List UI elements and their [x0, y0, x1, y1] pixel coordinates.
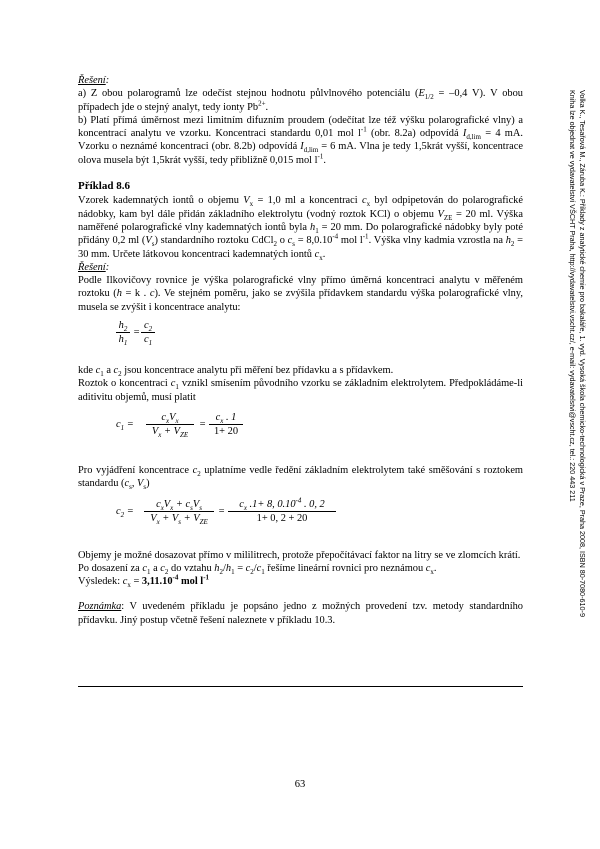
- solution-heading-1: Řešení:: [78, 75, 110, 86]
- c1-text: Roztok o koncentraci $c_1$ vznikl smísením původního vzorku se základním elektrolytem. Předpokládáme-li aditivitu objemů, musí platit: [78, 378, 524, 403]
- where-text: kde $c_1$ a $c_2$ jsou koncentrace analytu při měření bez přídavku a s přídavkem.: [78, 365, 394, 379]
- side-citation-line-2: Kniha lze objednat ve vydavatelství VŠCHT Praha, http://vydavatelstvi.vscht.cz/, e-mail: vydavatelstvi@vscht.cz, tel.: 220 443 211: [568, 90, 577, 502]
- c2-text: Pro vyjádření koncentrace $c_2$ uplatníme vedle ředění základním elektrolytem také směšování s roztokem standardu ($c_s$, $V_s$): [78, 464, 524, 492]
- solution-1a: a) Z obou polarogramů lze odečíst stejnou hodnotu půlvlnového potenciálu ($E_{1/2} = -0,4$ V). V obou případech jde o stejný analyt, tedy ionty $Pb^{2+}$.: [78, 88, 523, 113]
- result: Výsledek: $c_x = 3,11.10^{-4}$ mol $l^{-1}$: [78, 573, 210, 590]
- equation-c2: $c_2$ = $c_xV_x + c_sV_s$ $V_x + V_s + V_{ZE}$ = $\frac{c_x .1+ 8, 0.10^{-4} . 0, 2}{1+ 0, 2 + 20}$: [78, 495, 523, 531]
- side-citation: [567, 90, 587, 750]
- page-body: [78, 74, 523, 627]
- page-number: 63: [294, 779, 306, 790]
- note: Poznámka: V uvedeném příkladu je popsáno jedno z možných provedení tzv. metody standardního přídavku. Jiný postup včetně řešení naleznete v příkladu 10.3.: [78, 601, 523, 626]
- fraction-h: $\frac{h_2}{h_1}$: [116, 320, 130, 346]
- volumes-text: Objemy je možné dosazovat přímo v mililitrech, protože přepočítávací faktor na litry se ve zlomcích krátí.: [78, 549, 521, 561]
- substitution-text: Po dosazení za $c_1$ a $c_2$ do vztahu $h_2/h_1 = c_2/c_1$ řešíme lineární rovnici pro neznámou $c_x$.: [78, 562, 437, 576]
- solution-2-intro: Podle Ilkovičovy rovnice je výška polarografické vlny přímo úměrná koncentraci analytu v měřeném roztoku (h = k . c). Ve stejném poměru, jako se zvýšila přídavkem standardu výška polarografické vlny, musela se zvýšit i koncentrace analytu:: [78, 275, 523, 313]
- fraction-c: $\frac{c_2}{c_1}$: [141, 320, 155, 346]
- solution-1b: b) Platí přímá úměrnost mezi limitním difuzním proudem (odečítat lze též výšku polarografické vlny) a koncentrací analytu ve vzorku. Koncentraci standardu 0,01 mol $l^{-1}$ (obr. 8.2a) odpovídá $I_{d,lim} = 4$ mA. Vzorku o neznámé koncentraci (obr. 8.2b) odpovídá $I_{d,lim} = 6$ mA. Vlna je tedy 1,5krát vyšší, koncentrace olova musela být 1,5krát vyšší, tedy přibližně 0,015 mol $l^{-1}$.: [78, 114, 523, 166]
- equation-c1: $c_1$ = $c_xV_x$ $V_x + V_{ZE}$ = $\frac{c_x . 1}{1+ 20}$: [78, 408, 523, 444]
- fraction-c1-right: $\frac{c_x . 1}{1+ 20}$: [209, 412, 243, 438]
- fraction-c2-left: $c_xV_x + c_sV_s$ $V_x + V_s + V_{ZE}$: [144, 499, 214, 525]
- example-title: Příklad 8.6: [78, 180, 130, 193]
- solution-heading-2: Řešení:: [78, 261, 110, 273]
- fraction-c1-left: $c_xV_x$ $V_x + V_{ZE}$: [146, 412, 194, 438]
- fraction-c2-right: $\frac{c_x .1+ 8, 0.10^{-4} . 0, 2}{1+ 0, 2 + 20}$: [228, 499, 336, 525]
- horizontal-rule: [78, 686, 523, 687]
- side-citation-line-1: Volka K., Tesařová M., Záruba K.: Příklady z analytické chemie pro bakaláře, 1. vyd. Vysoká škola chemicko-technologická v Praze, Praha 2008, ISBN 80-7080-610-9: [578, 90, 587, 617]
- example-text: Vzorek kademnatých iontů o objemu $V_x = 1,0$ ml a koncentraci $c_x$ byl odpipetován do polarografické nádobky, kam byl dále přidán základního elektrolytu (vodný roztok KCl) o objemu $V_{ZE} = 20$ ml. Výška naměřené polarografické vlny kademnatých iontů byla $h_1 = 20$ mm. Do polarografické nádobky byly poté přidány 0,2 ml $(V_s)$ standardního roztoku CdCl$_2$ o $c_s = 8,0.10^{-4}$ mol $l^{-1}$. Výška vlny kadmia vzrostla na $h_2 = 30$ mm. Určete látkovou koncentraci kademnatých iontů $c_x$.: [78, 195, 523, 262]
- equation-ratio: $\frac{h_2}{h_1}$ = $\frac{c_2}{c_1}$: [78, 318, 523, 348]
